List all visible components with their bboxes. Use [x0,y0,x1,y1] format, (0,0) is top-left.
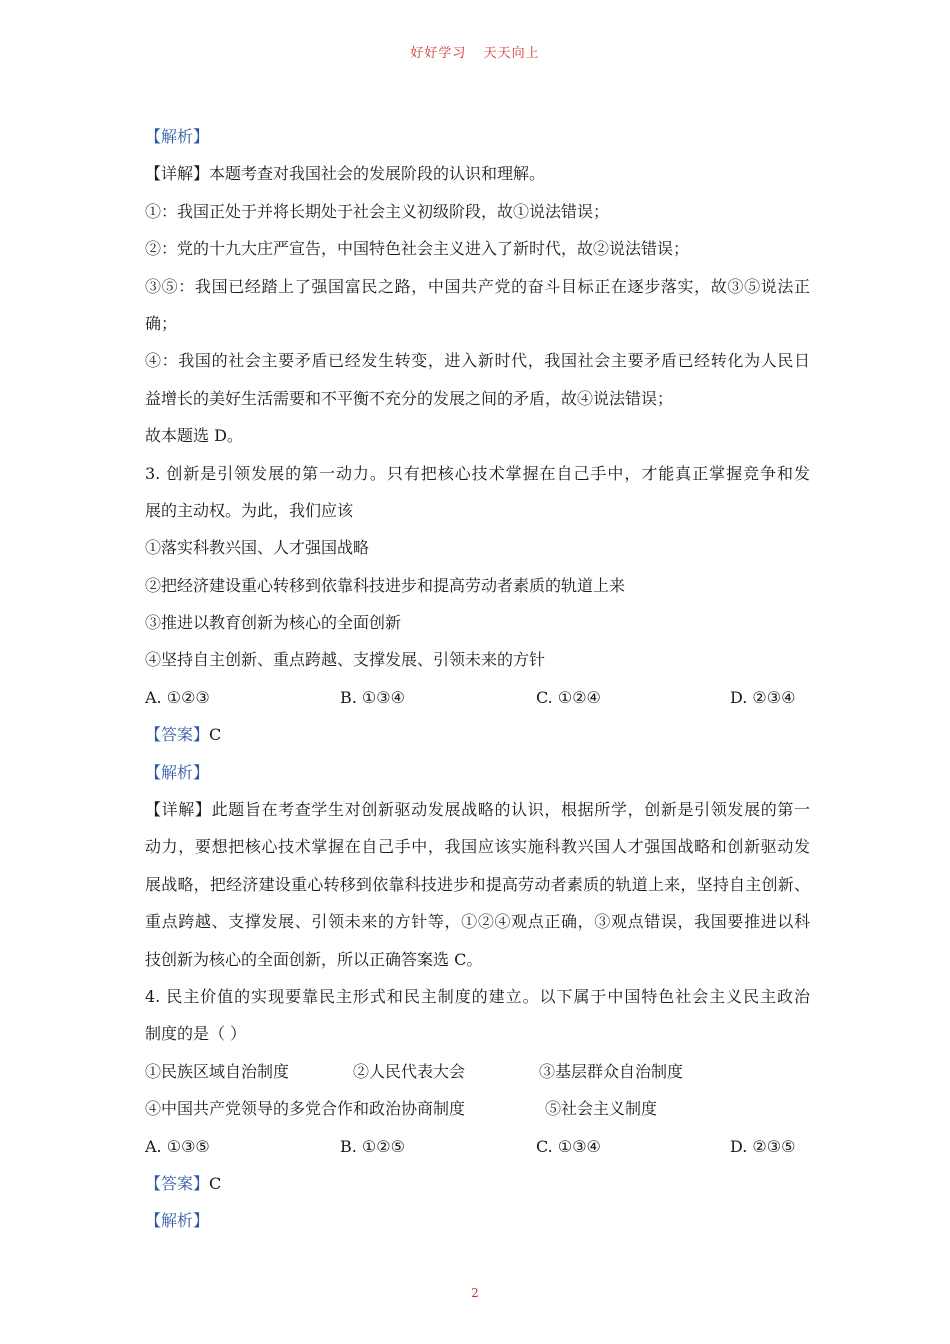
analysis-label: 【解析】 [145,1211,210,1231]
statement-2: ②人民代表大会 [353,1061,466,1081]
choice-d: D. ②③④ [730,687,796,707]
choice-b: B. ①②⑤ [340,1136,405,1156]
question-4-choices [145,1128,810,1165]
statement-5: ⑤社会主义制度 [545,1099,658,1119]
statement-4: ④中国共产党领导的多党合作和政治协商制度 [145,1099,466,1119]
question-4-answer [145,1165,810,1202]
detail-line: 确； [145,313,178,333]
question-3-statement: ②把经济建设重心转移到依靠科技进步和提高劳动者素质的轨道上来 [145,575,626,595]
choice-d: D. ②③⑤ [730,1136,796,1156]
detail-line: 展战略，把经济建设重心转移到依靠科技进步和提高劳动者素质的轨道上来，坚持自主创新、 [145,874,810,894]
choice-c: C. ①③④ [536,1136,601,1156]
question-3-statement: ①落实科教兴国、人才强国战略 [145,538,370,558]
answer-label: 【答案】 [145,725,210,745]
document-body [145,118,810,1240]
question-4-statements [145,1090,810,1127]
analysis-label: 【解析】 [145,127,210,146]
analysis-label: 【解析】 [145,762,210,782]
header-motto-right: 天天向上 [483,46,540,61]
page-header [0,42,950,61]
answer-label: 【答案】 [145,1173,210,1193]
choice-a: A. ①③⑤ [145,1136,210,1156]
conclusion-line: 故本题选 D。 [145,426,243,446]
page-number: 2 [471,1286,479,1300]
question-3-statement: ③推进以教育创新为核心的全面创新 [145,613,402,633]
choice-c: C. ①②④ [536,687,601,707]
detail-line: 【详解】此题旨在考查学生对创新驱动发展战略的认识，根据所学，创新是引领发展的第一 [145,800,810,820]
question-3-stem-cont: 展的主动权。为此，我们应该 [145,500,354,520]
detail-line: 技创新为核心的全面创新，所以正确答案选 C。 [145,949,483,969]
question-3-stem: 3. 创新是引领发展的第一动力。只有把核心技术掌握在自己手中，才能真正掌握竞争和发 [145,463,810,483]
detail-line: ①：我国正处于并将长期处于社会主义初级阶段，故①说法错误； [145,201,610,221]
detail-line: 益增长的美好生活需要和不平衡不充分的发展之间的矛盾，故④说法错误； [145,388,674,408]
detail-line: 重点跨越、支撑发展、引领未来的方针等，①②④观点正确，③观点错误，我国要推进以科 [145,912,810,932]
question-3-statement: ④坚持自主创新、重点跨越、支撑发展、引领未来的方针 [145,650,546,670]
question-4-statements [145,1053,810,1090]
detail-line: 动力，要想把核心技术掌握在自己手中，我国应该实施科教兴国人才强国战略和创新驱动发 [145,837,810,857]
answer-value: C [209,1173,222,1193]
detail-line: ②：党的十九大庄严宣告，中国特色社会主义进入了新时代，故②说法错误； [145,239,690,259]
choice-a: A. ①②③ [145,687,210,707]
detail-heading: 【详解】本题考查对我国社会的发展阶段的认识和理解。 [145,164,546,184]
detail-line: ③⑤：我国已经踏上了强国富民之路，中国共产党的奋斗目标正在逐步落实，故③⑤说法正 [145,276,810,296]
answer-value: C [209,725,222,745]
statement-1: ①民族区域自治制度 [145,1061,290,1081]
header-motto-left: 好好学习 [410,46,467,61]
question-3-answer [145,716,810,753]
question-4-stem: 4. 民主价值的实现要靠民主形式和民主制度的建立。以下属于中国特色社会主义民主政治 [145,986,810,1006]
detail-line: ④：我国的社会主要矛盾已经发生转变，进入新时代，我国社会主要矛盾已经转化为人民日 [145,351,810,371]
statement-3: ③基层群众自治制度 [539,1061,684,1081]
question-4-stem-cont: 制度的是（ ） [145,1024,247,1044]
question-3-choices [145,679,810,716]
choice-b: B. ①③④ [340,687,405,707]
